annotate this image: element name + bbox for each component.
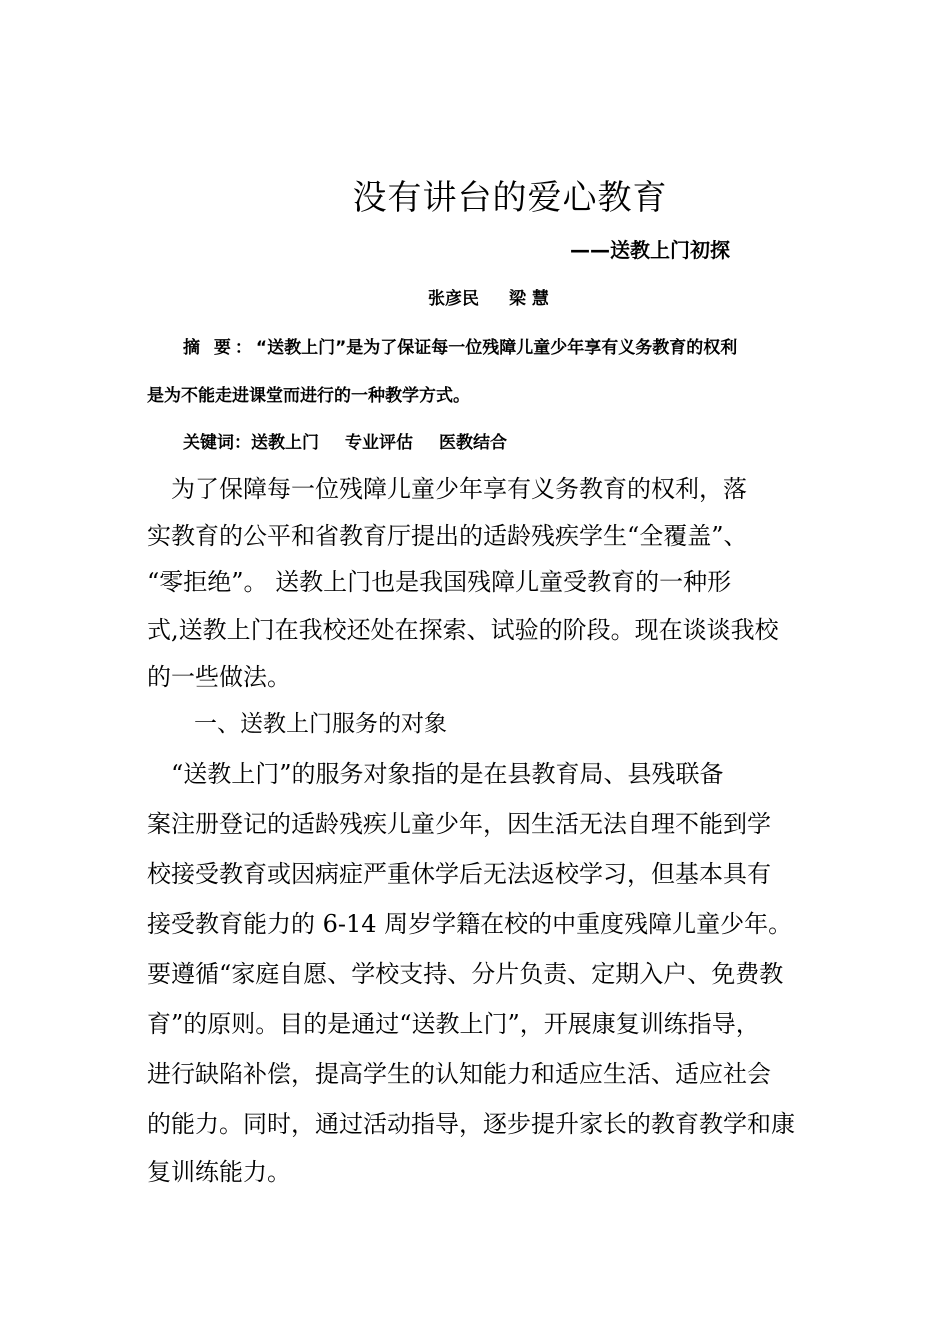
paragraph-line: “送教上门”的服务对象指的是在县教育局、县残联备 [147,760,724,788]
abstract-text-line: “送教上门”是为了保证每一位残障儿童少年享有义务教育的权利 [255,338,738,358]
keyword: 送教上门 [251,433,319,453]
document-subtitle: ——送教上门初探 [570,238,730,262]
author-name: 梁 慧 [509,289,549,309]
paragraph-line: 接受教育能力的 6-14 周岁学籍在校的中重度残障儿童少年。 [147,910,793,938]
abstract [183,335,737,361]
paragraph-line: 育”的原则。目的是通过“送教上门”，开展康复训练指导， [147,1010,760,1038]
section-heading: 一、送教上门服务的对象 [194,711,447,737]
paragraph-line: 的能力。同时，通过活动指导，逐步提升家长的教育教学和康 [147,1110,795,1138]
keyword: 医教结合 [439,433,507,453]
keyword: 专业评估 [345,433,413,453]
paragraph-line: 要遵循“家庭自愿、学校支持、分片负责、定期入户、免费教 [147,960,784,988]
paragraph-line: 复训练能力。 [147,1158,291,1186]
keywords-label: 关键词： [183,433,251,453]
abstract-label: 摘 要： [183,338,256,358]
paragraph-line: 为了保障每一位残障儿童少年享有义务教育的权利，落 [147,475,747,503]
paragraph-line: 实教育的公平和省教育厅提出的适龄残疾学生“全覆盖”、 [147,522,748,550]
document-title: 没有讲台的爱心教育 [352,178,668,218]
authors [428,286,549,312]
paragraph-line: 的一些做法。 [147,663,291,691]
paragraph-line: 进行缺陷补偿，提高学生的认知能力和适应生活、适应社会 [147,1060,771,1088]
author-name: 张彦民 [428,289,479,309]
paragraph-line: 校接受教育或因病症严重休学后无法返校学习，但基本具有 [147,860,771,888]
paragraph-line: 式,送教上门在我校还处在探索、试验的阶段。现在谈谈我校 [147,616,779,644]
abstract-text-line: 是为不能走进课堂而进行的一种教学方式。 [147,386,470,406]
keywords [183,430,507,456]
paragraph-line: 案注册登记的适龄残疾儿童少年，因生活无法自理不能到学 [147,810,771,838]
paragraph-line: “零拒绝”。 送教上门也是我国残障儿童受教育的一种形 [147,568,732,596]
